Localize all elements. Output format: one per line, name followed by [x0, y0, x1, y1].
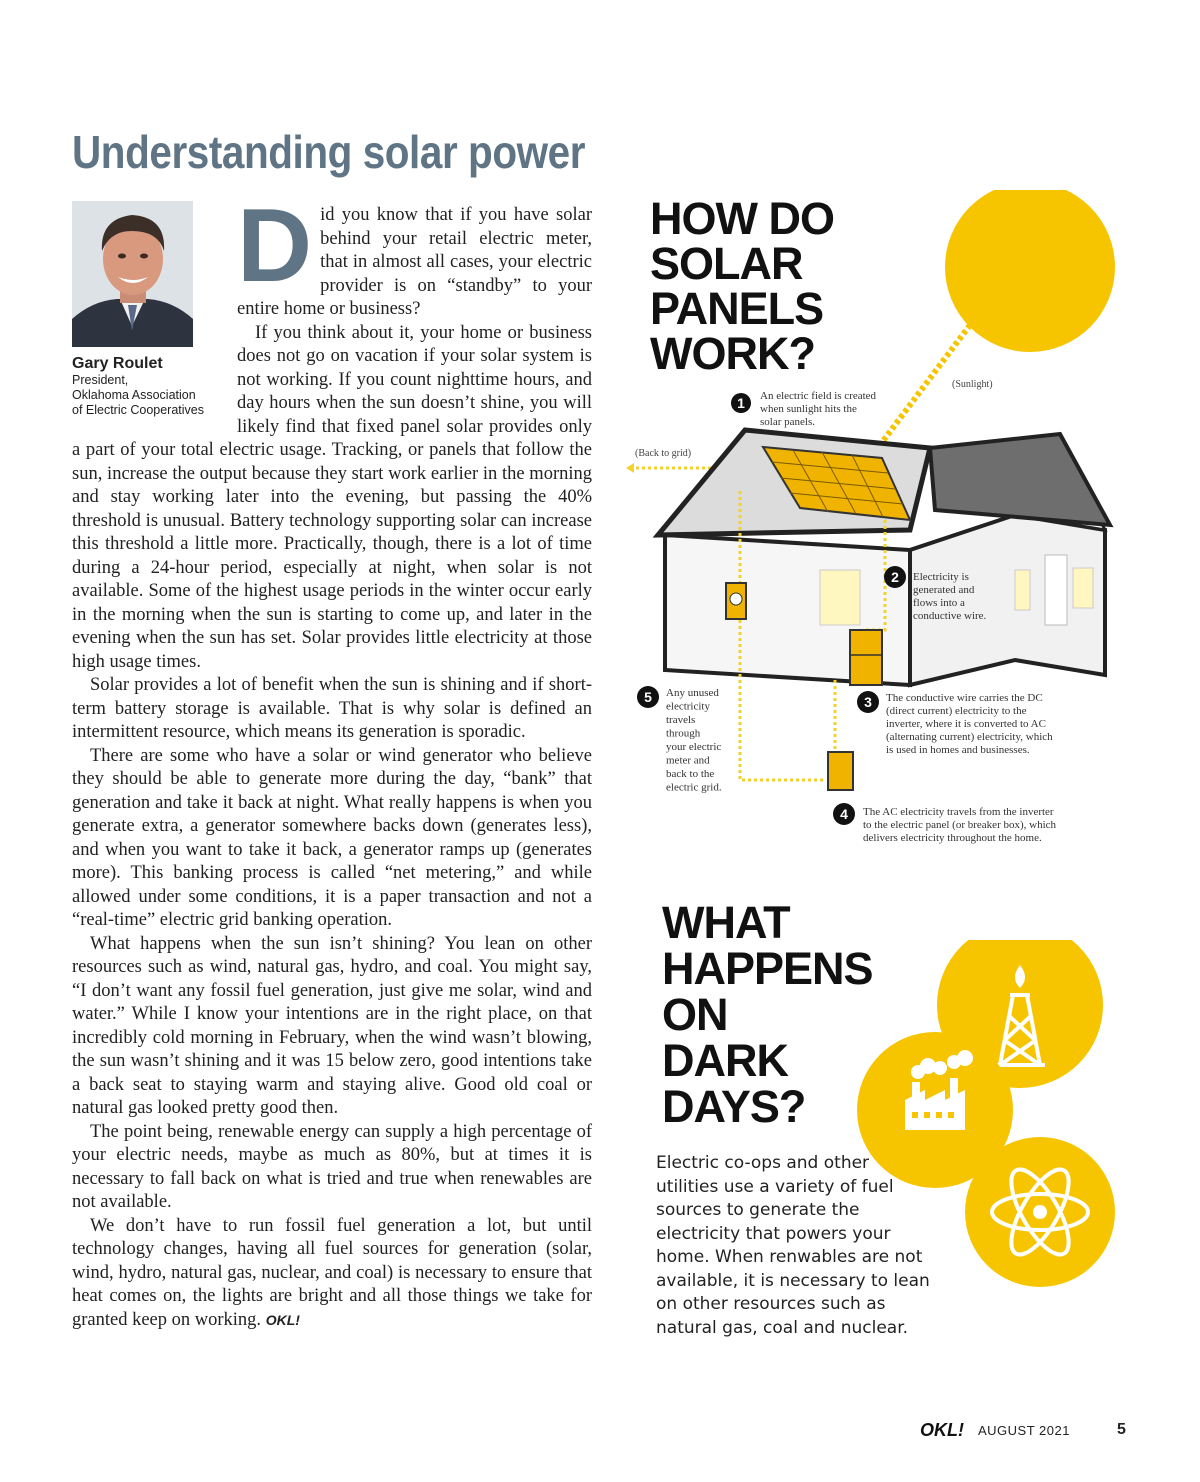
step-3-text: (alternating current) electricity, which — [886, 731, 1053, 743]
grid-arrow-head — [626, 463, 634, 473]
house-window — [1015, 570, 1030, 610]
breaker-box — [828, 752, 853, 790]
house-window — [820, 570, 860, 625]
step-4-text: to the electric panel (or breaker box), which — [863, 819, 1057, 831]
step-2-text: flows into a — [913, 597, 965, 609]
article-paragraph: There are some who have a solar or wind generator who believe they should be able to generate more during the day, “bank” that generation and take it back at night. What really happens is when you generate extra, a generator somewhere backs down (generates less), and when you want to take it back, a generator ramps up (generates more). This banking process is called “net metering,” and while allowed under some conditions, it is a paper transaction and not a “real-time” electric grid banking operation. — [72, 745, 592, 930]
house-roof-right — [930, 434, 1110, 525]
issue-date: AUGUST 2021 — [978, 1423, 1070, 1438]
step-4-number: 4 — [840, 806, 848, 822]
author-role-line: President, — [72, 373, 129, 387]
step-2-number: 2 — [891, 569, 899, 585]
step-5-text: travels — [666, 714, 696, 726]
step-2-text: generated and — [913, 584, 975, 596]
svg-text:The AC electricity travels fro — [863, 806, 1059, 844]
solar-infographic-title — [650, 193, 834, 379]
article-paragraph: The point being, renewable energy can supply a high percentage of your electric needs, maybe as much as 80%, but at times it is necessary to fall back on what is tried and true when renewables are not available. — [72, 1121, 592, 1212]
step-2-text: Electricity is — [913, 571, 969, 583]
step-3-text: inverter, where it is converted to AC — [886, 718, 1046, 730]
step-3-text: The conductive wire carries the DC — [886, 692, 1043, 704]
step-5-text: electricity — [666, 700, 710, 713]
sunlight-label: (Sunlight) — [952, 379, 993, 390]
article-last-paragraph-text: We don’t have to run fossil fuel generation a lot, but until technology changes, having all fuel sources for generation (solar, wind, hydro, natural gas, nuclear, and coal) is necessary to ensure that heat comes on, the lights are bright and all those things we take for granted keep on working. — [72, 1215, 592, 1330]
page-number: 5 — [1117, 1421, 1126, 1438]
article-paragraph: What happens when the sun isn’t shining? You lean on other resources such as wind, natural gas, hydro, and coal. You might say, “I don’t want any fossil fuel generation, just give me solar, wind and water.” While I know your intentions are in the right place, on that incredibly cold morning in February, when the wind wasn’t blowing, the sun wasn’t shining and it was 15 below zero, good intentions take a back seat to staying warm and staying alive. Good old coal or natural gas looked pretty good then. — [72, 933, 592, 1118]
article-paragraph — [72, 1215, 592, 1333]
step-3-text: is used in homes and businesses. — [886, 744, 1030, 756]
byline-spacer — [72, 204, 237, 434]
step-5-text: through — [666, 727, 701, 740]
step-2-text: conductive wire. — [913, 610, 987, 622]
step-4-text: delivers electricity throughout the home. — [863, 832, 1042, 844]
title-line: HAPPENS — [662, 943, 873, 994]
end-mark-logo: OKL! — [265, 1311, 300, 1328]
step-1-text: solar panels. — [760, 416, 815, 428]
step-1-text: An electric field is created — [760, 390, 877, 402]
title-line: ON — [662, 989, 728, 1040]
house-window — [1073, 568, 1093, 608]
title-line: WORK? — [650, 328, 815, 379]
magazine-logo: OKL! — [920, 1420, 964, 1440]
inverter-box — [850, 630, 882, 685]
title-line: DAYS? — [662, 1081, 806, 1132]
step-3-text: (direct current) electricity to the — [886, 705, 1027, 717]
article-body — [72, 188, 592, 1332]
title-line: SOLAR — [650, 238, 803, 289]
svg-text:An electric field is created — [760, 390, 879, 428]
article-paragraph: If you think about it, your home or business does not go on vacation if your solar system is not working. If you count nighttime hours, and day hours when the sun doesn’t shine, you will likely find that fixed panel solar provides only a part of your total electric usage. Tracking, or panels that follow the sun, increase the output because they start work earlier in the morning and stay working later into the evening, but passing the 40% threshold is unusual. Battery technology supporting solar can increase this threshold a little more. Practically, though, there is a lot of time during a 24-hour period, especially at night, when solar is not available. Some of the highest usage periods in the winter occur early in the morning when the sun is starting to come up, and later in the evening when the sun has set. Solar provides little electricity at those high usage times. — [72, 322, 592, 672]
step-1-number: 1 — [737, 395, 745, 411]
author-name: Gary Roulet — [72, 355, 163, 372]
step-5-text: Any unused — [666, 687, 719, 699]
step-1-text: when sunlight hits the — [760, 403, 857, 415]
step-5-text: electric grid. — [666, 781, 722, 794]
step-5-text: your electric — [666, 741, 722, 753]
step-4-text: The AC electricity travels from the inverter — [863, 806, 1054, 818]
title-line: WHAT — [662, 897, 790, 948]
atom-icon — [965, 1137, 1115, 1287]
dark-days-title — [662, 897, 873, 1132]
article-paragraph: Solar provides a lot of benefit when the sun is shining and if short-term battery storage is available. That is why solar is defined an intermittent resource, which means its generation is sporadic. — [72, 675, 592, 742]
drop-cap: D — [237, 188, 313, 304]
article-headline: Understanding solar power — [72, 126, 586, 178]
step-5-text: meter and — [666, 754, 710, 767]
title-line: DARK — [662, 1035, 788, 1086]
house-door — [1045, 555, 1067, 625]
author-role-line: of Electric Cooperatives — [72, 403, 205, 417]
dark-days-body: Electric co-ops and other utilities use a variety of fuel sources to generate the electricity that powers your home. When renwables are not available, it is necessary to lean on other resources such as natural gas, coal and nuclear. — [656, 1153, 930, 1338]
title-line: HOW DO — [650, 193, 834, 244]
title-line: PANELS — [650, 283, 824, 334]
step-3-number: 3 — [864, 694, 872, 710]
article-paragraph: id you know that if you have solar behind your retail electric meter, that in almost all cases, your electric provider is on “standby” to your entire home or business? — [237, 205, 592, 319]
step-5-text: back to the — [666, 768, 715, 780]
svg-text:The conductive wire carries th — [886, 692, 1055, 756]
author-role-line: Oklahoma Association — [72, 388, 196, 402]
svg-text:Any unused electricity — [666, 687, 724, 794]
grid-label: (Back to grid) — [635, 448, 692, 459]
step-5-number: 5 — [644, 689, 652, 705]
